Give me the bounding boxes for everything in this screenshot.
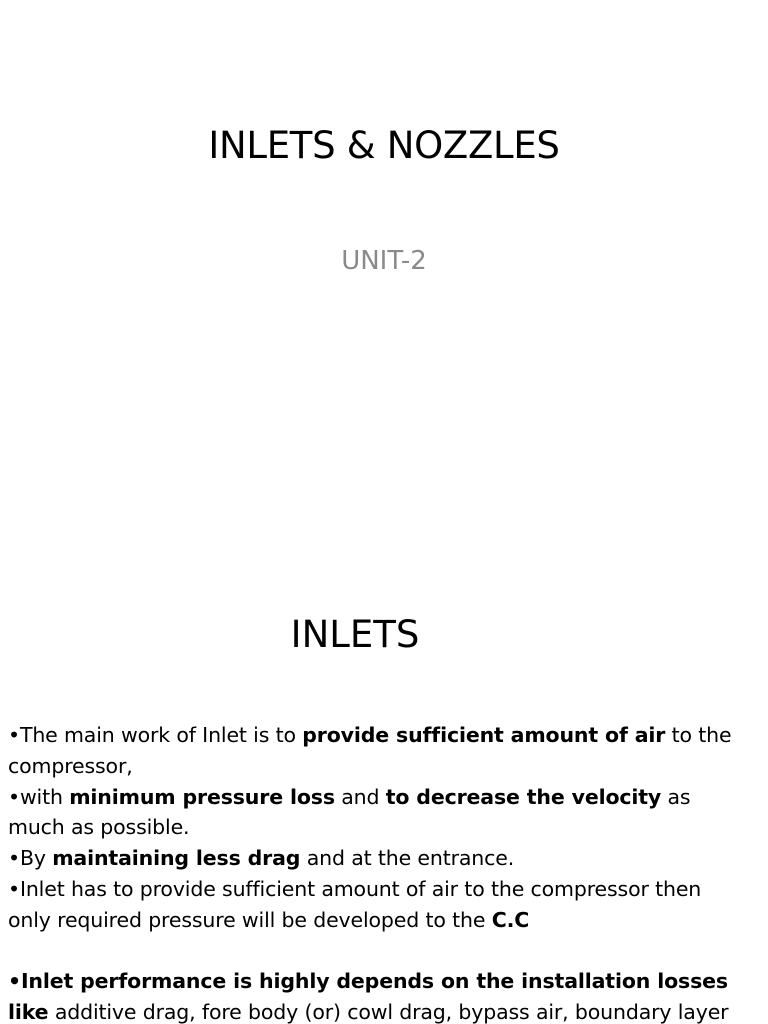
bullet-paragraph: [8, 720, 748, 782]
section-heading: INLETS: [290, 613, 420, 656]
bold-text-segment: •Inlet performance is highly depends on the installation losses like: [8, 969, 728, 1024]
bullet-paragraph: [8, 843, 748, 874]
text-segment: •By: [8, 846, 53, 871]
slide-subtitle: UNIT-2: [341, 246, 427, 276]
body-text: [8, 720, 748, 1024]
text-segment: and at the entrance.: [300, 846, 515, 871]
inlets-slide: [0, 576, 768, 1024]
text-segment: •Inlet has to provide sufficient amount of air to the compressor then only required pressure will be developed to the: [8, 876, 702, 932]
bullet-paragraph: [8, 874, 748, 936]
bullet-paragraph: [8, 782, 748, 844]
text-segment: and: [334, 784, 386, 809]
bold-text-segment: minimum pressure loss: [69, 784, 335, 809]
text-segment: •with: [8, 784, 70, 809]
bold-text-segment: to decrease the velocity: [385, 784, 662, 809]
bullet-paragraph: [8, 966, 748, 1024]
bold-text-segment: C.C: [491, 907, 530, 932]
text-segment: to the compressor,: [8, 723, 732, 778]
bold-text-segment: provide sufficient amount of air: [302, 723, 666, 747]
text-segment: •The main work of Inlet is to: [8, 723, 303, 747]
bold-text-segment: maintaining less drag: [52, 846, 301, 871]
text-segment: additive drag, fore body (or) cowl drag, bypass air, boundary layer: [48, 1000, 729, 1024]
slide-title: INLETS & NOZZLES: [208, 124, 560, 167]
text-segment: as much as possible.: [8, 784, 691, 840]
